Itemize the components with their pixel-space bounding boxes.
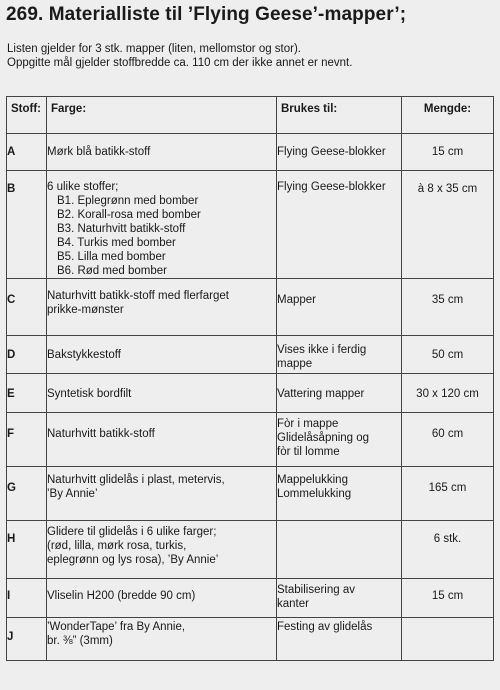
brukes-line: Glidelåsåpning og <box>277 432 370 444</box>
brukes-line: Stabilisering av <box>277 584 355 596</box>
brukes-line: fòr til lomme <box>277 446 340 458</box>
farge-line: B5. Lilla med bomber <box>57 251 166 263</box>
cell-farge <box>47 171 277 279</box>
header-mengde: Mengde: <box>402 97 494 134</box>
cell-stoff: I <box>7 579 47 618</box>
cell-farge <box>47 579 277 618</box>
farge-line: eplegrønn og lys rosa), ’By Annie’ <box>47 554 219 566</box>
cell-mengde: 6 stk. <box>402 521 494 579</box>
intro-line: Listen gjelder for 3 stk. mapper (liten, mellomstor og stor). <box>7 43 302 55</box>
farge-line: Naturhvitt batikk-stoff med flerfarget <box>47 290 229 302</box>
brukes-line: Fòr i mappe <box>277 418 339 430</box>
cell-stoff: A <box>7 134 47 171</box>
cell-mengde: 50 cm <box>402 336 494 374</box>
brukes-line: Mappelukking <box>277 474 348 486</box>
brukes-line: Vises ikke i ferdig <box>277 344 367 356</box>
cell-farge <box>47 618 277 661</box>
farge-line: ’WonderTape’ fra By Annie, <box>47 621 186 633</box>
table-row <box>7 521 494 579</box>
cell-brukes <box>277 579 402 618</box>
farge-line: (rød, lilla, mørk rosa, turkis, <box>47 540 187 552</box>
cell-farge <box>47 374 277 413</box>
farge-line: Vliselin H200 (bredde 90 cm) <box>47 590 196 602</box>
cell-stoff: G <box>7 467 47 521</box>
cell-brukes <box>277 413 402 467</box>
cell-farge <box>47 521 277 579</box>
brukes-line: mappe <box>277 358 313 370</box>
cell-stoff: J <box>7 618 47 661</box>
cell-mengde: 15 cm <box>402 134 494 171</box>
table-row <box>7 279 494 336</box>
cell-farge <box>47 336 277 374</box>
farge-line: Glidere til glidelås i 6 ulike farger; <box>47 526 217 538</box>
table-row <box>7 336 494 374</box>
cell-brukes <box>277 279 402 336</box>
cell-mengde: 60 cm <box>402 413 494 467</box>
cell-brukes <box>277 521 402 579</box>
cell-brukes <box>277 336 402 374</box>
cell-stoff: C <box>7 279 47 336</box>
cell-farge <box>47 134 277 171</box>
brukes-line: Festing av glidelås <box>277 621 373 633</box>
table-row <box>7 618 494 661</box>
farge-line: B2. Korall-rosa med bomber <box>57 209 201 221</box>
farge-line: Syntetisk bordfilt <box>47 388 132 400</box>
cell-brukes <box>277 374 402 413</box>
cell-farge <box>47 279 277 336</box>
farge-line: br. ⅜” (3mm) <box>47 635 113 647</box>
table-row <box>7 579 494 618</box>
cell-farge <box>47 413 277 467</box>
cell-mengde: 15 cm <box>402 579 494 618</box>
header-brukes: Brukes til: <box>277 97 402 134</box>
materials-table <box>6 96 494 661</box>
brukes-line: kanter <box>277 598 309 610</box>
cell-mengde: à 8 x 35 cm <box>402 171 494 279</box>
header-stoff: Stoff: <box>7 97 47 134</box>
cell-farge <box>47 467 277 521</box>
cell-brukes <box>277 134 402 171</box>
table-row <box>7 413 494 467</box>
table-header-row <box>7 97 494 134</box>
table-row <box>7 374 494 413</box>
cell-mengde: 165 cm <box>402 467 494 521</box>
page-title: 269. Materialliste til ’Flying Geese’-mapper’; <box>6 4 407 25</box>
farge-line: Naturhvitt glidelås i plast, metervis, <box>47 474 225 486</box>
cell-stoff: E <box>7 374 47 413</box>
brukes-line: Flying Geese-blokker <box>277 181 386 193</box>
brukes-line: Lommelukking <box>277 488 352 500</box>
cell-stoff: F <box>7 413 47 467</box>
brukes-line: Flying Geese-blokker <box>277 146 386 158</box>
cell-brukes <box>277 171 402 279</box>
farge-line: ’By Annie’ <box>47 488 98 500</box>
farge-line: Mørk blå batikk-stoff <box>47 146 151 158</box>
brukes-line: Mapper <box>277 294 316 306</box>
farge-line: Naturhvitt batikk-stoff <box>47 428 155 440</box>
farge-line: B1. Eplegrønn med bomber <box>57 195 199 207</box>
cell-stoff: H <box>7 521 47 579</box>
farge-line: B4. Turkis med bomber <box>57 237 176 249</box>
intro-text <box>7 42 352 70</box>
intro-line: Oppgitte mål gjelder stoffbredde ca. 110 cm der ikke annet er nevnt. <box>7 57 353 69</box>
header-farge: Farge: <box>47 97 277 134</box>
cell-mengde: 30 x 120 cm <box>402 374 494 413</box>
farge-line: B6. Rød med bomber <box>57 265 167 277</box>
cell-stoff: D <box>7 336 47 374</box>
cell-stoff: B <box>7 171 47 279</box>
cell-mengde <box>402 618 494 661</box>
farge-line: 6 ulike stoffer; <box>47 181 119 193</box>
farge-line: B3. Naturhvitt batikk-stoff <box>57 223 186 235</box>
table-row <box>7 134 494 171</box>
table-row <box>7 467 494 521</box>
cell-brukes <box>277 467 402 521</box>
farge-line: prikke-mønster <box>47 304 124 316</box>
cell-mengde: 35 cm <box>402 279 494 336</box>
cell-brukes <box>277 618 402 661</box>
farge-line: Bakstykkestoff <box>47 349 121 361</box>
table-row <box>7 171 494 279</box>
brukes-line: Vattering mapper <box>277 388 365 400</box>
